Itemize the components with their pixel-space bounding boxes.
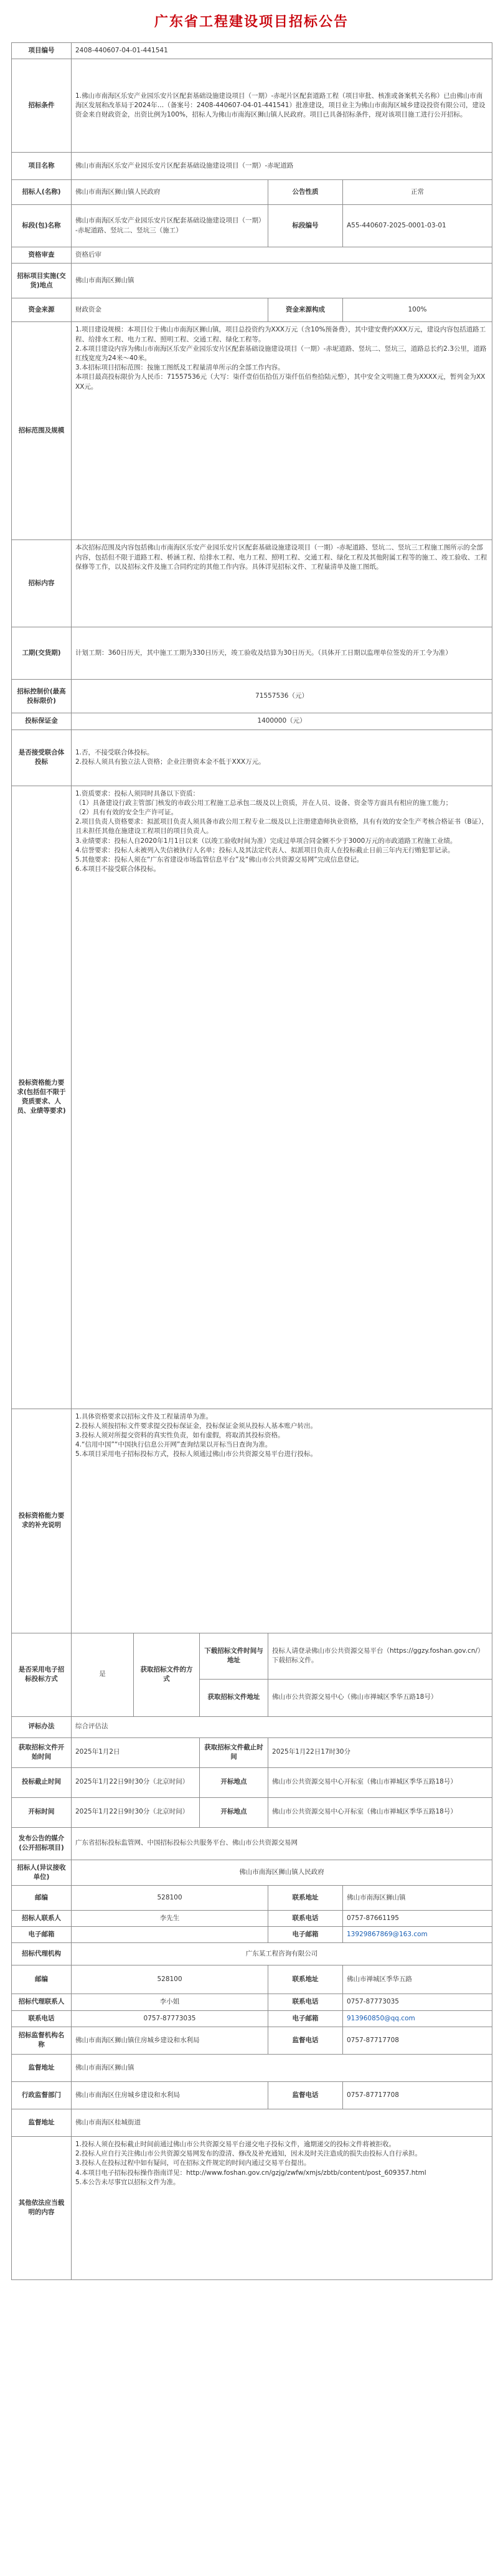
- row-joint-venture: [12, 730, 492, 786]
- label-bid-deadline: 投标截止时间: [12, 1767, 72, 1797]
- row-project-code: [12, 42, 492, 59]
- label-supervisor2-addr: 监督地址: [12, 2109, 72, 2136]
- row-duration: [12, 627, 492, 680]
- page-title: 广东省工程建设项目招标公告: [154, 14, 349, 30]
- label-content: 招标内容: [12, 540, 72, 627]
- value-notice-nature: 正常: [343, 180, 492, 205]
- label-supervisor-phone: 监督电话: [268, 2027, 343, 2054]
- value-tenderer-info: 佛山市南海区狮山镇人民政府: [72, 1860, 492, 1885]
- row-control-price: [12, 680, 492, 713]
- label-doc-method: 是否采用电子招标投标方式: [12, 1633, 72, 1716]
- row-media: [12, 1827, 492, 1860]
- value-joint-venture: 1.否，不接受联合体投标。 2.投标人须具有独立法人资格；企业注册资本金不低于XXX万元。: [72, 730, 492, 786]
- value-content: 本次招标范围及内容包括佛山市南海区乐安产业园乐安片区配套基础设施建设项目（一期）-赤坭道路、竖坑二、竖坑三工程施工图所示的全部内容，包括但不限于道路工程、桥涵工程、给排水工程、电力工程、照明工程、交通工程、绿化工程及其他附属工程等的施工、竣工验收、工程保修等工作，以及招标文件及施工合同约定的其他工作内容。具体详见招标文件、工程量清单及施工图纸。: [72, 540, 492, 627]
- value-download-start: 2025年1月2日: [72, 1737, 200, 1767]
- row-other-req: [12, 1409, 492, 1633]
- label-tenderer: 招标人(名称): [12, 180, 72, 205]
- label-other-req: 投标资格能力要求的补充说明: [12, 1409, 72, 1633]
- label-open-addr-top: 开标地点: [200, 1767, 268, 1797]
- label-download-time: 下载招标文件时间与地址: [200, 1633, 268, 1679]
- row-other: [12, 2136, 492, 2279]
- row-supervisor2: [12, 2081, 492, 2109]
- label-t-email2: 电子邮箱: [268, 1927, 343, 1943]
- value-open-time: 2025年1月22日9时30分（北京时间）: [72, 1797, 200, 1827]
- label-duration: 工期(交货期): [12, 627, 72, 680]
- row-tenderer-contact: [12, 1910, 492, 1926]
- label-supervisor2-phone: 监督电话: [268, 2081, 343, 2109]
- label-open-addr: 开标地点: [200, 1797, 268, 1827]
- row-qualification: [12, 247, 492, 264]
- label-download-start: 获取招标文件开始时间: [12, 1737, 72, 1767]
- value-t-email-blank: [72, 1927, 268, 1943]
- value-bid-deadline: 2025年1月22日9时30分（北京时间）: [72, 1767, 200, 1797]
- label-a-contact: 招标代理联系人: [12, 1994, 72, 2010]
- value-fund-ratio: 100%: [343, 298, 492, 322]
- value-open-addr: 佛山市公共资源交易中心开标室（佛山市禅城区季华五路18号）: [268, 1797, 492, 1827]
- value-bidder-req: 1.资质要求：投标人须同时具备以下资质： （1）具备建设行政主管部门核发的市政公用工程施工总承包二级及以上资质，并在人员、设备、资金等方面具有相应的施工能力； （2）具有有效的安全生产许可证。 2.项目负责人资格要求：拟派项目负责人须具备市政公用工程专业二级及以上注册建造师执业资格，具有有效的安全生产考核合格证书（B证），且未担任其他在施建设工程项目的项目负责人。 3.业绩要求：投标人自2020年1月1日以来（以竣工验收时间为准）完成过单项合同金额不少于3000万元的市政道路工程施工业绩。 4.信誉要求：投标人未被列入失信被执行人名单；投标人及其法定代表人、拟派项目负责人在投标截止日前三年内无行贿犯罪记录。 5.其他要求：投标人须在“广东省建设市场监管信息平台”及“佛山市公共资源交易网”完成信息登记。 6.本项目不接受联合体投标。: [72, 786, 492, 1409]
- value-other-req: 1.具体资格要求以招标文件及工程量清单为准。 2.投标人须按招标文件要求提交投标保证金，投标保证金须从投标人基本账户转出。 3.投标人须对所提交资料的真实性负责，如有虚假，将取消其投标资格。 4.“信用中国”“中国执行信息公开网”查询结果以开标当日查询为准。 5.本项目采用电子招标投标方式，投标人须通过佛山市公共资源交易平台进行投标。: [72, 1409, 492, 1633]
- value-doc-get-addr: 佛山市公共资源交易中心（佛山市禅城区季华五路18号）: [268, 1679, 492, 1716]
- value-a-address: 佛山市禅城区季华五路: [343, 1965, 492, 1994]
- row-fund: [12, 298, 492, 322]
- value-tender-conditions: 1.佛山市南海区乐安产业园乐安片区配套基础设施建设项目（一期）-赤坭片区配套道路工程（项目审批、核准或备案机关名称）已由佛山市南海区发展和改革局于2024年…（备案号：2408-440607-04-01-441541）批准建设，项目业主为佛山市南海区城乡建设投资有限公司，建设资金来自财政资金，出资比例为100%，招标人为佛山市南海区狮山镇人民政府。项目已具备招标条件，现对该项目施工进行公开招标。: [72, 59, 492, 153]
- row-tenderer: [12, 180, 492, 205]
- value-agent: 广东某工程咨询有限公司: [72, 1943, 492, 1965]
- value-a-phone: 0757-87773035: [343, 1994, 492, 2010]
- label-media: 发布公告的媒介(公开招标项目): [12, 1827, 72, 1860]
- label-fund-source: 资金来源: [12, 298, 72, 322]
- label-supervisor2-name: 行政监督部门: [12, 2081, 72, 2109]
- label-supervisor-addr: 监督地址: [12, 2054, 72, 2081]
- label-t-email: 电子邮箱: [12, 1927, 72, 1943]
- label-joint-venture: 是否接受联合体投标: [12, 730, 72, 786]
- label-doc-get-method: 获取招标文件的方式: [134, 1633, 200, 1716]
- row-supervisor-addr: [12, 2054, 492, 2081]
- value-section-code: A55-440607-2025-0001-03-01: [343, 205, 492, 247]
- row-agent-contact: [12, 1994, 492, 2010]
- row-agent-email: [12, 2010, 492, 2027]
- value-download-time: 投标人请登录佛山市公共资源交易平台（https://ggzy.foshan.gov.cn/）下载招标文件。: [268, 1633, 492, 1679]
- value-t-address: 佛山市南海区狮山镇: [343, 1885, 492, 1910]
- label-location: 招标项目实施(交货)地点: [12, 264, 72, 298]
- row-tenderer-postcode: [12, 1885, 492, 1910]
- label-t-postcode: 邮编: [12, 1885, 72, 1910]
- value-supervisor2-name: 佛山市南海区住房城乡建设和水利局: [72, 2081, 268, 2109]
- row-supervisor2-addr: [12, 2109, 492, 2136]
- value-project-code: 2408-440607-04-01-441541: [72, 42, 492, 59]
- value-a-email[interactable]: 913960850@qq.com: [343, 2010, 492, 2027]
- label-t-address: 联系地址: [268, 1885, 343, 1910]
- value-a-postcode: 528100: [72, 1965, 268, 1994]
- value-media: 广东省招标投标监管网、中国招标投标公共服务平台、佛山市公共资源交易网: [72, 1827, 492, 1860]
- label-a-postcode: 邮编: [12, 1965, 72, 1994]
- value-fund-source: 财政资金: [72, 298, 268, 322]
- value-tenderer: 佛山市南海区狮山镇人民政府: [72, 180, 268, 205]
- row-project-name: [12, 153, 492, 180]
- row-tender-conditions: [12, 59, 492, 153]
- row-content: [12, 540, 492, 627]
- label-a-phone2: 联系电话: [12, 2010, 72, 2027]
- value-t-phone: 0757-87661195: [343, 1910, 492, 1926]
- row-bid-bond: [12, 713, 492, 730]
- label-doc-get-addr: 获取招标文件地址: [200, 1679, 268, 1716]
- label-tenderer-info: 招标人(异议接收单位): [12, 1860, 72, 1885]
- value-section-name: 佛山市南海区乐安产业园乐安片区配套基础设施建设项目（一期）-赤坭道路、竖坑二、竖坑三（施工）: [72, 205, 268, 247]
- row-scope: [12, 322, 492, 540]
- value-scope: 1.项目建设规模：本项目位于佛山市南海区狮山镇，项目总投资约为XXX万元（含10%预备费），其中建安费约XXX万元，建设内容包括道路工程、给排水工程、电力工程、照明工程、交通工程、绿化工程等。 2.本项目建设内容为佛山市南海区乐安产业园乐安片区配套基础设施建设项目（一期）-赤坭道路、竖坑二、竖坑三，道路总长约2.3公里，道路红线宽度为24米～40米。 3.本招标项目招标范围：按施工图纸及工程量清单所示的全部工作内容。 本项目最高投标限价为人民币：71557536元（大写：柒仟壹佰伍拾伍万柒仟伍佰叁拾陆元整），其中安全文明施工费为XXXX元，暂列金为XXXX元。: [72, 322, 492, 540]
- row-agent-postcode: [12, 1965, 492, 1994]
- value-duration: 计划工期：360日历天，其中施工工期为330日历天，竣工验收及结算为30日历天。（具体开工日期以监理单位签发的开工令为准）: [72, 627, 492, 680]
- label-section-code: 标段编号: [268, 205, 343, 247]
- row-open-time: [12, 1797, 492, 1827]
- label-a-phone: 联系电话: [268, 1994, 343, 2010]
- value-open-addr-top: 佛山市公共资源交易中心开标室（佛山市禅城区季华五路18号）: [268, 1767, 492, 1797]
- value-supervisor-name: 佛山市南海区狮山镇住房城乡建设和水利局: [72, 2027, 268, 2054]
- label-bid-bond: 投标保证金: [12, 713, 72, 730]
- row-eval-method: [12, 1716, 492, 1737]
- label-agent: 招标代理机构: [12, 1943, 72, 1965]
- row-location: [12, 264, 492, 298]
- label-fund-ratio: 资金来源构成: [268, 298, 343, 322]
- label-project-code: 项目编号: [12, 42, 72, 59]
- row-download-window: [12, 1737, 492, 1767]
- value-qualification: 资格后审: [72, 247, 492, 264]
- label-bidder-req: 投标资格能力要求(包括但不限于资质要求、人员、业绩等要求): [12, 786, 72, 1409]
- label-t-phone: 联系电话: [268, 1910, 343, 1926]
- row-tenderer-info: [12, 1860, 492, 1885]
- row-agent: [12, 1943, 492, 1965]
- label-a-email: 电子邮箱: [268, 2010, 343, 2027]
- notice-table: [11, 42, 492, 2280]
- value-download-end: 2025年1月22日17时30分: [268, 1737, 492, 1767]
- value-eval-method: 综合评估法: [72, 1716, 492, 1737]
- value-project-name: 佛山市南海区乐安产业园乐安片区配套基础设施建设项目（一期）-赤坭道路: [72, 153, 492, 180]
- label-notice-nature: 公告性质: [268, 180, 343, 205]
- value-a-contact: 李小姐: [72, 1994, 268, 2010]
- label-section-name: 标段(包)名称: [12, 205, 72, 247]
- value-a-phone2: 0757-87773035: [72, 2010, 268, 2027]
- value-control-price: 71557536（元）: [72, 680, 492, 713]
- row-bidder-req: [12, 786, 492, 1409]
- value-t-email[interactable]: 13929867869@163.com: [343, 1927, 492, 1943]
- value-doc-method: 是: [72, 1633, 134, 1716]
- row-section: [12, 205, 492, 247]
- label-scope: 招标范围及规模: [12, 322, 72, 540]
- value-other: 1.投标人须在投标截止时间前通过佛山市公共资源交易平台递交电子投标文件，逾期递交的投标文件将被拒收。 2.投标人应自行关注佛山市公共资源交易网发布的澄清、修改及补充通知，因未及时关注造成的损失由投标人自行承担。 3.投标人在投标过程中如有疑问，可在招标文件规定的时间内通过交易平台提出。 4.本项目电子招标投标操作指南详见：http://www.foshan.gov.cn/gzjg/zwfw/xmjs/zbtb/content/post_609357.html 5.本公告未尽事宜以招标文件为准。: [72, 2136, 492, 2279]
- value-t-postcode: 528100: [72, 1885, 268, 1910]
- label-other: 其他依法应当载明的内容: [12, 2136, 72, 2279]
- value-supervisor2-phone: 0757-87717708: [343, 2081, 492, 2109]
- label-a-address: 联系地址: [268, 1965, 343, 1994]
- value-bid-bond: 1400000（元）: [72, 713, 492, 730]
- value-location: 佛山市南海区狮山镇: [72, 264, 492, 298]
- row-deadline: [12, 1767, 492, 1797]
- label-open-time: 开标时间: [12, 1797, 72, 1827]
- label-project-name: 项目名称: [12, 153, 72, 180]
- label-eval-method: 评标办法: [12, 1716, 72, 1737]
- value-t-contact: 李先生: [72, 1910, 268, 1926]
- label-qualification: 资格审查: [12, 247, 72, 264]
- label-tender-conditions: 招标条件: [12, 59, 72, 153]
- label-download-end: 获取招标文件截止时间: [200, 1737, 268, 1767]
- value-supervisor2-addr: 佛山市南海区桂城街道: [72, 2109, 492, 2136]
- value-supervisor-addr: 佛山市南海区狮山镇: [72, 2054, 492, 2081]
- label-t-contact: 招标人联系人: [12, 1910, 72, 1926]
- label-control-price: 招标控制价(最高投标限价): [12, 680, 72, 713]
- label-supervisor-name: 招标监督机构名称: [12, 2027, 72, 2054]
- row-doc-method: [12, 1633, 492, 1679]
- value-supervisor-phone: 0757-87717708: [343, 2027, 492, 2054]
- row-tenderer-email: [12, 1927, 492, 1943]
- row-supervisor: [12, 2027, 492, 2054]
